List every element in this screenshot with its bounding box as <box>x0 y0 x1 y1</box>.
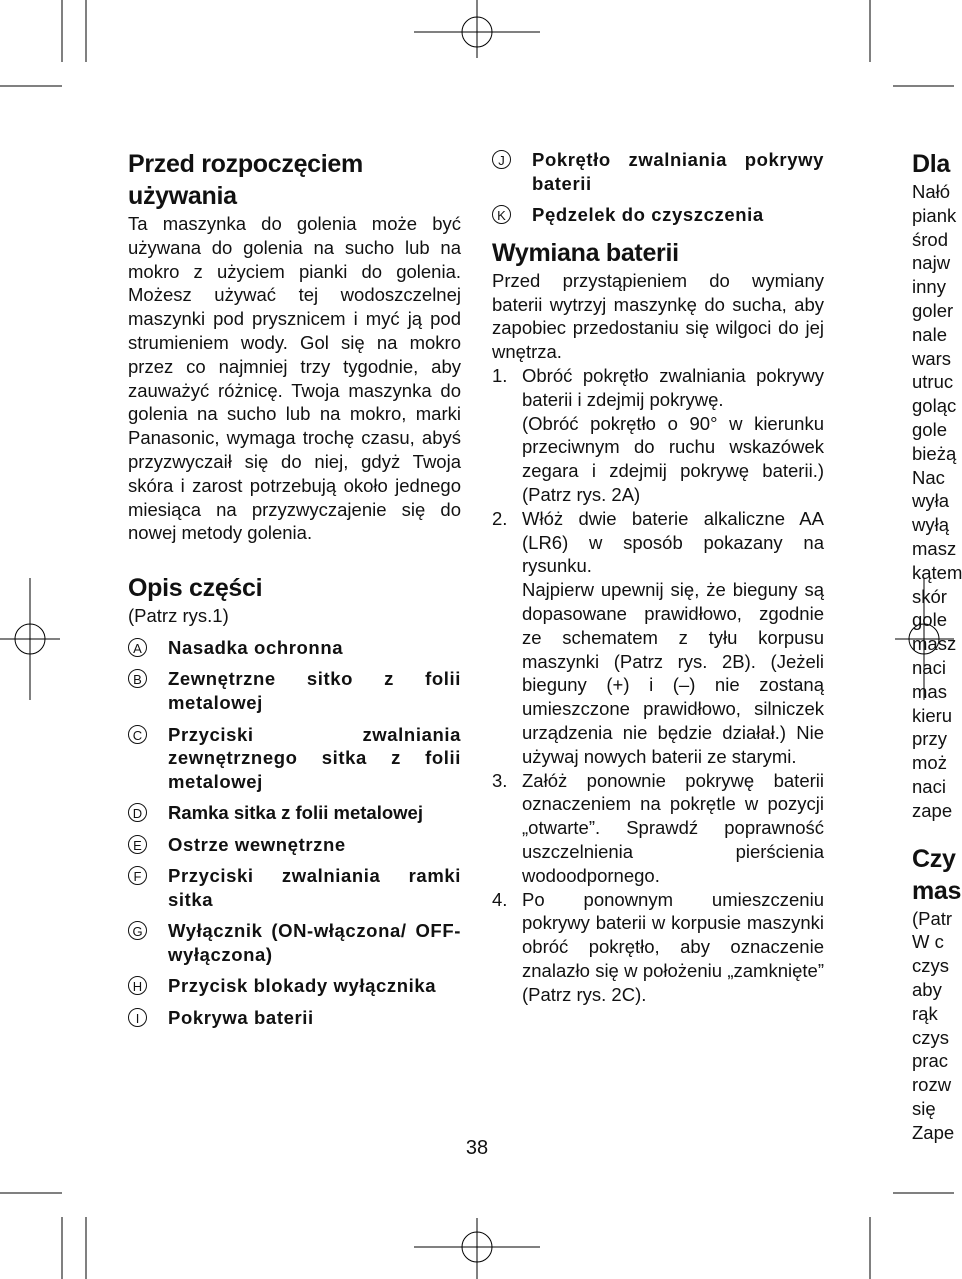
cropped-line: bieżą <box>912 442 957 464</box>
part-letter-icon: K <box>492 205 511 224</box>
step-note: (Obróć pokrętło o 90° w kierunku przeciwnym do ruchu wskazówek zegara i zdejmij pokrywę baterii.) (Patrz rys. 2A) <box>522 412 824 506</box>
part-item <box>128 864 461 912</box>
part-letter-icon: E <box>128 835 147 854</box>
cropped-line: wyłą <box>912 514 950 536</box>
cropped-line: gole <box>912 418 947 440</box>
cropped-line: goląc <box>912 395 957 417</box>
cropped-line: skór <box>912 585 947 607</box>
step-text: Włóż dwie baterie alkaliczne AA (LR6) w sposób pokazany na rysunku. <box>522 507 824 577</box>
cropped-line: aby <box>912 978 942 1000</box>
cropped-line: czys <box>912 1026 949 1048</box>
cropped-line: rozw <box>912 1074 952 1096</box>
part-item <box>492 148 824 196</box>
before-use-paragraph: Ta maszynka do golenia może być używana do golenia na sucho lub na mokro z użyciem pianki do golenia. Możesz używać tej wodoszczelnej maszynki pod prysznicem i myć ją pod strumieniem wody. Gol się na mokro przez co najmniej trzy tygodnie, aby zauważyć różnicę. Twoja maszynka do golenia na sucho lub na mokro, marki Panasonic, wymaga trochę czasu, abyś przyzwyczaił się do niej, gdyż Twoja skóra i zarost potrzebują około jednego miesiąca na przyzwyczajenie się do nowej metody golenia. <box>128 213 461 544</box>
column-middle <box>492 148 824 1007</box>
part-label: Zewnętrzne sitko z folii metalowej <box>168 668 461 714</box>
section-heading-before-use: Przed rozpoczęciem używania <box>128 150 363 210</box>
part-letter-icon: B <box>128 669 147 688</box>
cropped-text-block <box>912 180 962 823</box>
part-label: Pokrywa baterii <box>168 1006 314 1028</box>
part-item <box>128 974 461 998</box>
part-item <box>128 723 461 794</box>
cropped-line: piank <box>912 204 957 226</box>
part-item <box>128 801 461 825</box>
step-note: Najpierw upewnij się, że bieguny są dopasowane prawidłowo, zgodnie ze schematem z tyłu korpusu maszynki (Patrz rys. 2B). (Jeżeli bieguny (+) i (–) nie zostaną umieszczone prawidłowo, silniczek urządzenia nie będzie działał.) Nie używaj nowych baterii ze starymi. <box>522 579 824 767</box>
part-letter-icon: I <box>128 1008 147 1027</box>
cropped-line: naci <box>912 775 946 797</box>
cropped-line: (Patr <box>912 907 953 929</box>
cropped-line: mas <box>912 680 947 702</box>
part-label: Wyłącznik (ON-włączona/ OFF-wyłączona) <box>168 920 461 965</box>
part-item <box>492 203 824 227</box>
section-heading-cropped-2a: Czy <box>912 844 956 873</box>
step-item <box>492 507 824 769</box>
battery-steps <box>492 364 824 1007</box>
cropped-line: kieru <box>912 704 953 726</box>
part-letter-icon: C <box>128 725 147 744</box>
part-label: Przyciski zwalniania zewnętrznego sitka z folii metalowej <box>168 723 461 793</box>
cropped-line: prac <box>912 1050 948 1072</box>
cropped-line: czys <box>912 955 949 977</box>
column-left <box>128 148 461 1037</box>
parts-figure-ref: (Patrz rys.1) <box>128 605 229 627</box>
step-number: 2. <box>492 507 508 529</box>
part-item <box>128 919 461 967</box>
part-letter-icon: A <box>128 638 147 657</box>
parts-list <box>128 636 461 1029</box>
part-item <box>128 1006 461 1030</box>
cropped-line: inny <box>912 276 946 298</box>
cropped-line: goler <box>912 299 954 321</box>
cropped-line: masz <box>912 633 957 655</box>
part-label: Pędzelek do czyszczenia <box>532 204 764 226</box>
parts-list-continued <box>492 148 824 227</box>
part-item <box>128 667 461 715</box>
cropped-line: W c <box>912 931 944 953</box>
part-letter-icon: G <box>128 921 147 940</box>
part-label: Ramka sitka z folii metalowej <box>168 802 423 824</box>
cropped-line: naci <box>912 656 946 678</box>
part-label: Ostrze wewnętrzne <box>168 833 346 855</box>
cropped-text-block-2 <box>912 907 954 1145</box>
part-letter-icon: F <box>128 866 147 885</box>
part-letter-icon: J <box>492 150 511 169</box>
step-number: 3. <box>492 769 508 791</box>
cropped-line: rąk <box>912 1002 938 1024</box>
cropped-line: wyła <box>912 490 950 512</box>
part-letter-icon: H <box>128 976 147 995</box>
cropped-line: nale <box>912 323 947 345</box>
step-text: Obróć pokrętło zwalniania pokrywy baterii i zdejmij pokrywę. <box>522 365 824 410</box>
part-item <box>128 833 461 857</box>
part-label: Nasadka ochronna <box>168 637 344 659</box>
step-item <box>492 888 824 1007</box>
part-letter-icon: D <box>128 803 147 822</box>
cropped-line: najw <box>912 252 951 274</box>
cropped-line: kątem <box>912 561 962 583</box>
part-item <box>128 636 461 660</box>
cropped-line: wars <box>912 347 952 369</box>
section-heading-cropped-2b: mas <box>912 876 962 905</box>
cropped-line: Zape <box>912 1121 955 1143</box>
cropped-line: Nałó <box>912 181 951 202</box>
battery-intro: Przed przystąpieniem do wymiany baterii wytrzyj maszynkę do sucha, aby zapobiec przedostaniu się wilgoci do jej wnętrza. <box>492 269 824 363</box>
cropped-line: przy <box>912 728 947 750</box>
cropped-line: utruc <box>912 371 954 393</box>
cropped-line: zape <box>912 799 953 821</box>
cropped-line: moż <box>912 752 947 774</box>
cropped-line: Nac <box>912 466 945 488</box>
step-item <box>492 364 824 507</box>
cropped-line: masz <box>912 537 957 559</box>
page-number: 38 <box>465 1137 489 1159</box>
step-text: Załóż ponownie pokrywę baterii oznaczeniem na pokrętle w pozycji „otwarte”. Sprawdź poprawność uszczelnienia pierścienia wodoodpornego. <box>522 769 824 886</box>
cropped-line: środ <box>912 228 948 250</box>
part-label: Przyciski zwalniania ramki sitka <box>168 865 461 910</box>
section-heading-cropped: Dla <box>912 150 951 178</box>
cropped-line: gole <box>912 609 947 631</box>
step-text: Po ponownym umieszczeniu pokrywy baterii w korpusie maszynki obróć pokrętło, aby oznaczenie znalazło się w położeniu „zamknięte” (Patrz rys. 2C). <box>522 888 824 1005</box>
step-number: 1. <box>492 365 508 387</box>
step-number: 4. <box>492 888 508 910</box>
cropped-line: się <box>912 1097 936 1119</box>
part-label: Pokrętło zwalniania pokrywy baterii <box>532 149 824 194</box>
column-right-cropped <box>912 148 962 1144</box>
step-item <box>492 769 824 888</box>
section-heading-battery: Wymiana baterii <box>492 238 679 267</box>
part-label: Przycisk blokady wyłącznika <box>168 975 437 997</box>
section-heading-parts: Opis części <box>128 574 263 603</box>
